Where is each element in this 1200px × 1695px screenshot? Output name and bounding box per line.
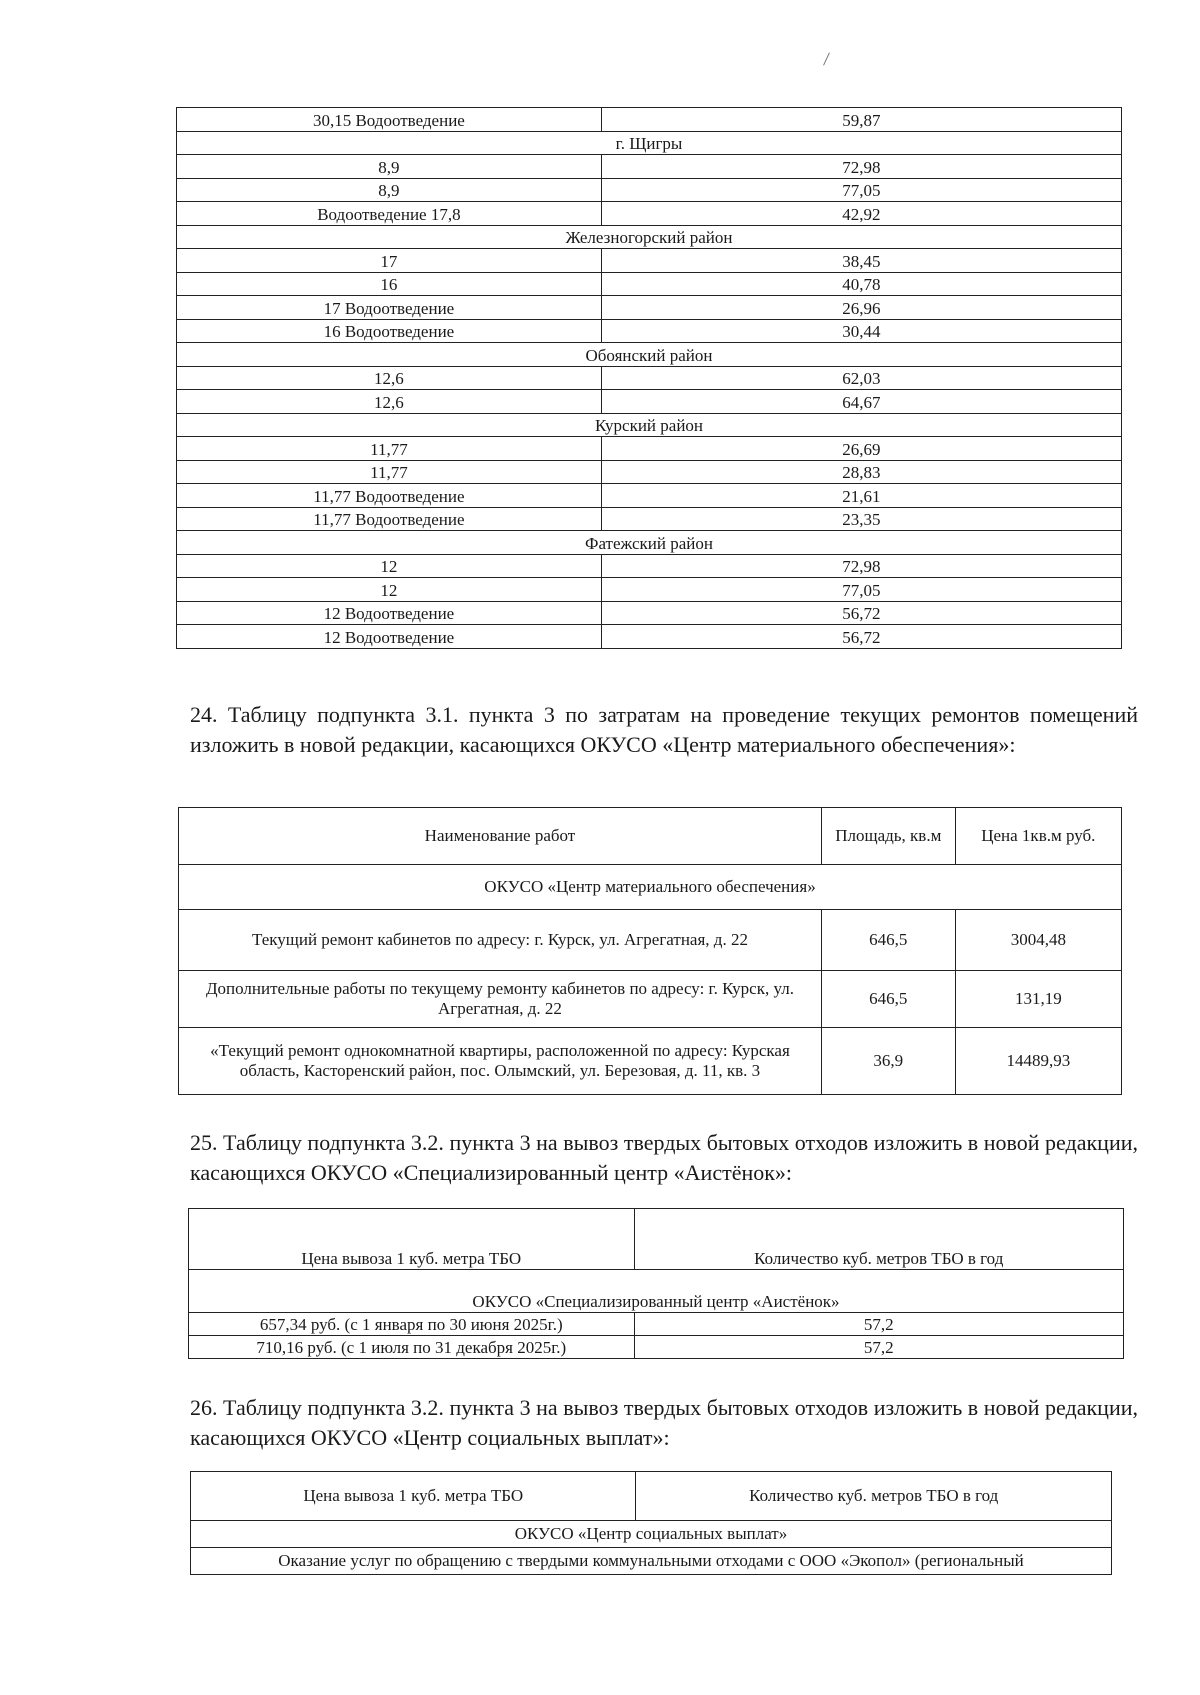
table-section-row — [177, 225, 1122, 249]
norm-value: 11,77 Водоотведение — [177, 507, 602, 531]
tariff-value: 56,72 — [601, 625, 1121, 649]
tariff-table — [176, 107, 1122, 649]
section-label: ОКУСО «Специализированный центр «Аистёнок» — [189, 1270, 1124, 1313]
waste-removal-table-aistenok — [188, 1208, 1124, 1359]
norm-value: 8,9 — [177, 178, 602, 202]
tariff-value: 28,83 — [601, 460, 1121, 484]
district-label: г. Щигры — [177, 131, 1122, 155]
section-label: ОКУСО «Центр социальных выплат» — [191, 1521, 1112, 1548]
table-row — [177, 484, 1122, 508]
tariff-value: 64,67 — [601, 390, 1121, 414]
table-header-row — [179, 808, 1122, 865]
table-row — [179, 971, 1122, 1028]
tariff-value: 62,03 — [601, 366, 1121, 390]
table-row — [177, 178, 1122, 202]
tariff-value: 77,05 — [601, 578, 1121, 602]
area-value: 646,5 — [821, 910, 955, 971]
price-value: 14489,93 — [955, 1028, 1121, 1095]
price-value: 131,19 — [955, 971, 1121, 1028]
table-row — [177, 202, 1122, 226]
table-section-row — [189, 1270, 1124, 1313]
table-section-row — [179, 865, 1122, 910]
work-name: Дополнительные работы по текущему ремонту кабинетов по адресу: г. Курск, ул. Агрегатная, д. 22 — [179, 971, 822, 1028]
tariff-table-body — [177, 108, 1122, 649]
table-row — [177, 625, 1122, 649]
table-row — [177, 155, 1122, 179]
tariff-value: 72,98 — [601, 155, 1121, 179]
table-row — [177, 272, 1122, 296]
district-label: Курский район — [177, 413, 1122, 437]
service-description: Оказание услуг по обращению с твердыми коммунальными отходами с ООО «Экопол» (региональный — [191, 1548, 1112, 1575]
table-header-row — [191, 1472, 1112, 1521]
norm-value: 12,6 — [177, 390, 602, 414]
section-label: ОКУСО «Центр материального обеспечения» — [179, 865, 1122, 910]
norm-value: 12 Водоотведение — [177, 625, 602, 649]
table-row — [189, 1313, 1124, 1336]
tariff-value: 59,87 — [601, 108, 1121, 132]
paragraph-25: 25. Таблицу подпункта 3.2. пункта 3 на вывоз твердых бытовых отходов изложить в новой редакции, касающихся ОКУСО «Специализированный центр «Аистёнок»: — [190, 1130, 1138, 1185]
table-row — [177, 460, 1122, 484]
paragraph-26: 26. Таблицу подпункта 3.2. пункта 3 на вывоз твердых бытовых отходов изложить в новой редакции, касающихся ОКУСО «Центр социальных выплат»: — [190, 1395, 1138, 1450]
table-row — [177, 108, 1122, 132]
tariff-value: 56,72 — [601, 601, 1121, 625]
norm-value: 12 — [177, 554, 602, 578]
tariff-value: 77,05 — [601, 178, 1121, 202]
norm-value: 16 — [177, 272, 602, 296]
table-row — [177, 366, 1122, 390]
norm-value: 8,9 — [177, 155, 602, 179]
header-volume: Количество куб. метров ТБО в год — [634, 1209, 1123, 1270]
norm-value: Водоотведение 17,8 — [177, 202, 602, 226]
header-price: Цена вывоза 1 куб. метра ТБО — [191, 1472, 636, 1521]
norm-value: 16 Водоотведение — [177, 319, 602, 343]
header-price: Цена 1кв.м руб. — [955, 808, 1121, 865]
paragraph-24: 24. Таблицу подпункта 3.1. пункта 3 по затратам на проведение текущих ремонтов помещений изложить в новой редакции, касающихся ОКУСО «Центр материального обеспечения»: — [190, 702, 1138, 757]
tariff-value: 23,35 — [601, 507, 1121, 531]
table-section-row — [177, 413, 1122, 437]
norm-value: 11,77 Водоотведение — [177, 484, 602, 508]
work-name: Текущий ремонт кабинетов по адресу: г. Курск, ул. Агрегатная, д. 22 — [179, 910, 822, 971]
repair-costs-table — [178, 807, 1122, 1095]
norm-value: 12 — [177, 578, 602, 602]
table-row — [177, 437, 1122, 461]
table-row — [177, 319, 1122, 343]
norm-value: 17 Водоотведение — [177, 296, 602, 320]
pen-mark — [823, 52, 830, 65]
table-header-row — [189, 1209, 1124, 1270]
volume-value: 57,2 — [634, 1336, 1123, 1359]
tariff-value: 21,61 — [601, 484, 1121, 508]
tariff-value: 72,98 — [601, 554, 1121, 578]
price-value: 3004,48 — [955, 910, 1121, 971]
norm-value: 30,15 Водоотведение — [177, 108, 602, 132]
table-section-row — [177, 531, 1122, 555]
norm-value: 11,77 — [177, 460, 602, 484]
table-section-row — [177, 343, 1122, 367]
table-row — [177, 390, 1122, 414]
norm-value: 12,6 — [177, 366, 602, 390]
norm-value: 11,77 — [177, 437, 602, 461]
tariff-value: 42,92 — [601, 202, 1121, 226]
table-section-row — [177, 131, 1122, 155]
norm-value: 17 — [177, 249, 602, 273]
table-row — [177, 249, 1122, 273]
table-row — [177, 296, 1122, 320]
price-value: 657,34 руб. (с 1 января по 30 июня 2025г.) — [189, 1313, 635, 1336]
district-label: Железногорский район — [177, 225, 1122, 249]
tariff-value: 40,78 — [601, 272, 1121, 296]
tariff-value: 26,96 — [601, 296, 1121, 320]
area-value: 646,5 — [821, 971, 955, 1028]
price-value: 710,16 руб. (с 1 июля по 31 декабря 2025г.) — [189, 1336, 635, 1359]
header-area: Площадь, кв.м — [821, 808, 955, 865]
table-row — [177, 507, 1122, 531]
district-label: Обоянский район — [177, 343, 1122, 367]
tariff-value: 38,45 — [601, 249, 1121, 273]
table-row — [177, 601, 1122, 625]
table-row — [177, 578, 1122, 602]
table-row — [177, 554, 1122, 578]
table-row — [179, 910, 1122, 971]
header-volume: Количество куб. метров ТБО в год — [636, 1472, 1112, 1521]
work-name: «Текущий ремонт однокомнатной квартиры, расположенной по адресу: Курская область, Касторенский район, пос. Олымский, ул. Березовая, д. 11, кв. 3 — [179, 1028, 822, 1095]
area-value: 36,9 — [821, 1028, 955, 1095]
table-row — [179, 1028, 1122, 1095]
norm-value: 12 Водоотведение — [177, 601, 602, 625]
table-row — [189, 1336, 1124, 1359]
header-price: Цена вывоза 1 куб. метра ТБО — [189, 1209, 635, 1270]
table-section-row — [191, 1521, 1112, 1548]
table-row — [191, 1548, 1112, 1575]
district-label: Фатежский район — [177, 531, 1122, 555]
tariff-value: 30,44 — [601, 319, 1121, 343]
header-work-name: Наименование работ — [179, 808, 822, 865]
tariff-value: 26,69 — [601, 437, 1121, 461]
waste-removal-table-social-payments — [190, 1471, 1112, 1575]
volume-value: 57,2 — [634, 1313, 1123, 1336]
